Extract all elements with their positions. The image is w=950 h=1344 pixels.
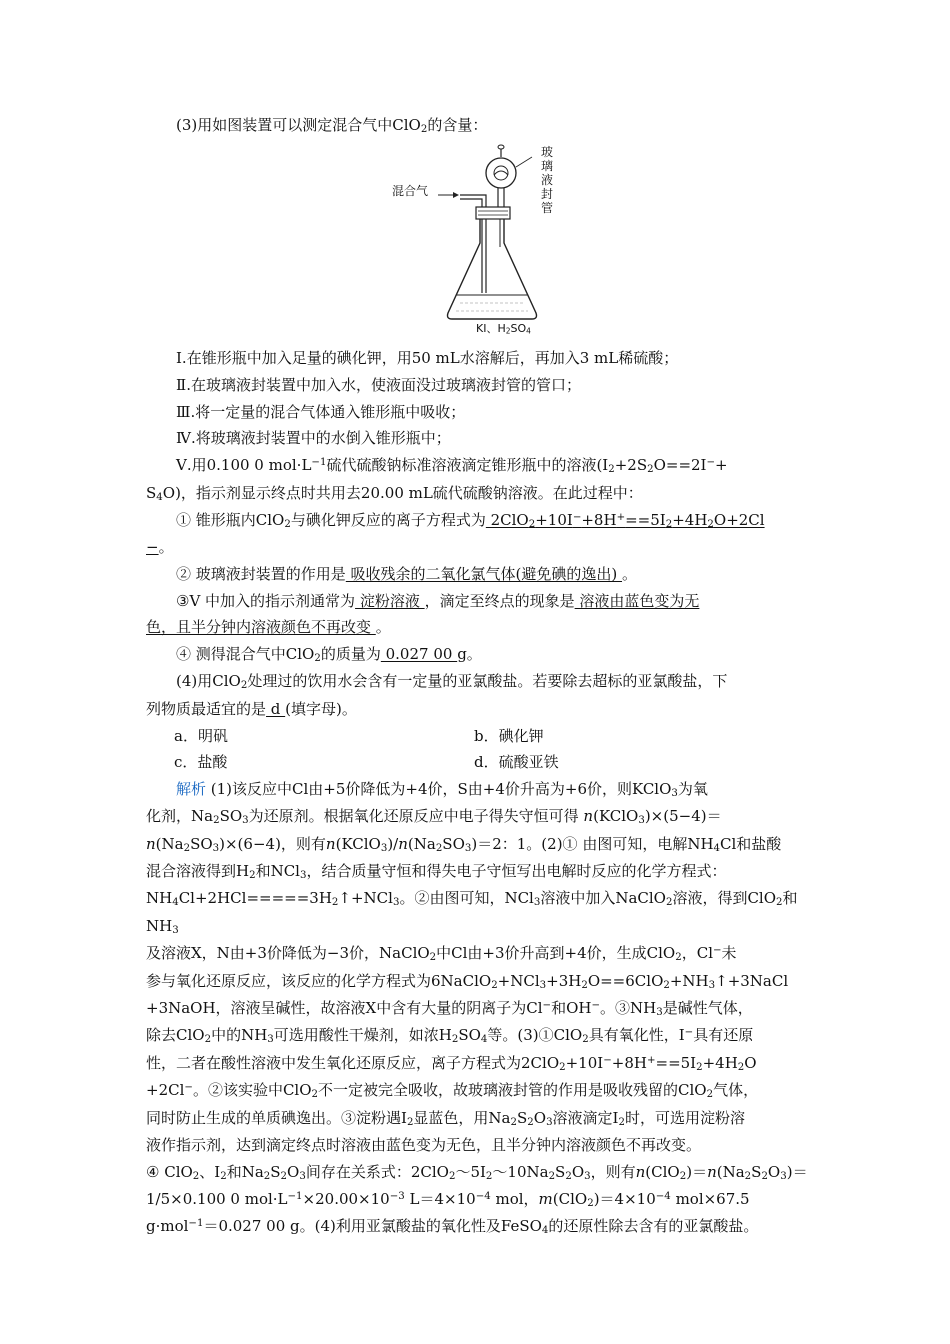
flask-diagram [420, 143, 560, 339]
answer-1: $2ClO_2+10I^-+8H^+==5I_2+4H_2O+2Cl$ − [146, 510, 765, 557]
answer-3b: 溶液由蓝色变为无 色，且半分钟内溶液颜色不再改变 [146, 591, 700, 637]
option-a: a．明矾 [174, 726, 228, 745]
step-3: Ⅲ.将一定量的混合气体通入锥形瓶中吸收； [176, 402, 466, 421]
analysis-label: 解析 [176, 779, 207, 798]
flask-label: KI、$H_2SO_4$ [476, 322, 531, 337]
q4-stem: (4)用ClO$_2$处理过的饮用水会含有一定量的亚氯酸盐。若要除去超标的亚氯酸盐，下 列物质最适宜的是 d (填字母)。 [146, 672, 728, 718]
options-row-1 [146, 723, 814, 750]
apparatus-figure [146, 143, 814, 339]
answer-q4: d [266, 699, 286, 718]
sub-question-4: ④ 测得混合气中ClO$_2$的质量为 0.027 00 g。 [176, 645, 482, 665]
document-page [146, 112, 814, 1241]
answer-2: 吸收残余的二氧化氯气体(避免碘的逸出) [345, 565, 623, 583]
sub-question-1: ① 锥形瓶内ClO$_2$与碘化钾反应的离子方程式为 $2ClO_2+10I^-+8H^+==5I_2+4H_2O+2Cl$ −。 [146, 510, 765, 557]
gas-label: 混合气 [392, 184, 429, 199]
option-b: b．碘化钾 [474, 726, 544, 745]
sub-question-3: ③Ⅴ 中加入的指示剂通常为 淀粉溶液 ，滴定至终点的现象是 溶液由蓝色变为无 色，且半分钟内溶液颜色不再改变 。 [146, 591, 700, 637]
sub-question-2: ② 玻璃液封装置的作用是 吸收残余的二氧化氯气体(避免碘的逸出) 。 [176, 565, 638, 583]
q3-intro: (3)用如图装置可以测定混合气中ClO$_2$的含量： [176, 116, 488, 136]
answer-4: 0.027 00 [380, 645, 458, 664]
answer-3a: 淀粉溶液 [355, 591, 425, 610]
option-d: d．硫酸亚铁 [474, 753, 559, 772]
step-2: Ⅱ.在玻璃液封装置中加入水，使液面没过玻璃液封管的管口； [176, 376, 581, 395]
step-4: Ⅳ.将玻璃液封装置中的水倒入锥形瓶中； [176, 429, 451, 448]
analysis-section: 解析 (1)该反应中Cl由+5价降低为+4价，S由+4价升高为+6价，则KClO$_3$为氧 化剂，$Na_2SO_3$为还原剂。根据氧化还原反应中电子得失守恒可得 n(KClO$_3$)×(5−4)＝ $n(Na_2SO_3)\times(6-4)$，则有$n(KClO_3)/n(Na_2SO_3)=2$：1。(2)① 由图可知，电解$NH_4Cl$和盐酸 混合溶液得到$H_2$和NCl$_3$，结合质量守恒和得失电子守恒写出电解时反应的化学方程式： $NH_4Cl+2HCl=====3H_2↑+NCl_3$。②由图可知，NCl$_3$溶液中加入NaClO$_2$溶液，得到ClO$_2$和$NH_3$ 及溶液X，N由+3价降低为−3价，NaClO$_2$中Cl由+3价升高到+4价，生成ClO$_2$，Cl−未 参与氧化还原反应，该反应的化学方程式为$6NaClO_2+NCl_3+3H_2O==6ClO_2+NH_3↑+3NaCl$ +3NaOH，溶液呈碱性，故溶液X中含有大量的阴离子为Cl−和OH−。$③NH_3$是碱性气体， 除去ClO$_2$中的$NH_3$可选用酸性干燥剂，如浓$H_2SO_4$等。(3)①ClO$_2$具有氧化性，I−具有还原 性，二者在酸性溶液中发生氧化还原反应，离子方程式为$2ClO_2+10I^-+8H^+==5I_2+4H_2O$ +2Cl−。②该实验中ClO$_2$不一定被完全吸收，故玻璃液封管的作用是吸收残留的ClO$_2$气体， 同时防止生成的单质碘逸出。③淀粉遇$I_2$显蓝色，用$Na_2S_2O_3$溶液滴定$I_2$时，可选用淀粉溶 液作指示剂，达到滴定终点时溶液由蓝色变为无色，且半分钟内溶液颜色不再改变。 ④ ClO$_2$、$I_2$和$Na_2S_2O_3$间存在关系式：$2ClO_2\sim 5I_2\sim 10Na_2S_2O_3$，则有$n(ClO_2)=n(Na_2S_2O_3)=$ 1/5×0.100 0 $mol\cdot L^{-1}\times 20.00\times 10^{-3}$ $L=4\times 10^{-4}$ mol，$m(ClO_2)=4\times 10^{-4}$ mol×67.5 g·mol$^{-1}$＝0.027 00 g。(4)利用亚氯酸盐的氧化性及FeSO$_4$的还原性除去含有的亚氯酸盐。 [146, 779, 808, 1237]
options-row-2 [146, 749, 814, 776]
step-5: Ⅴ.用0.100 0 $mol\cdot L^{-1}$硫代硫酸钠标准溶液滴定锥形瓶中的溶液($I_2+2S_2O==2I^-+$ $S_4O$)，指示剂显示终点时共用去20.00 mL硫代硫酸钠溶液。在此过程中： [146, 456, 728, 503]
tube-label: 玻璃液封管 [541, 145, 554, 216]
step-1: Ⅰ.在锥形瓶中加入足量的碘化钾，用50 mL水溶解后，再加入3 mL稀硫酸； [176, 349, 679, 368]
option-c: c．盐酸 [174, 753, 228, 772]
